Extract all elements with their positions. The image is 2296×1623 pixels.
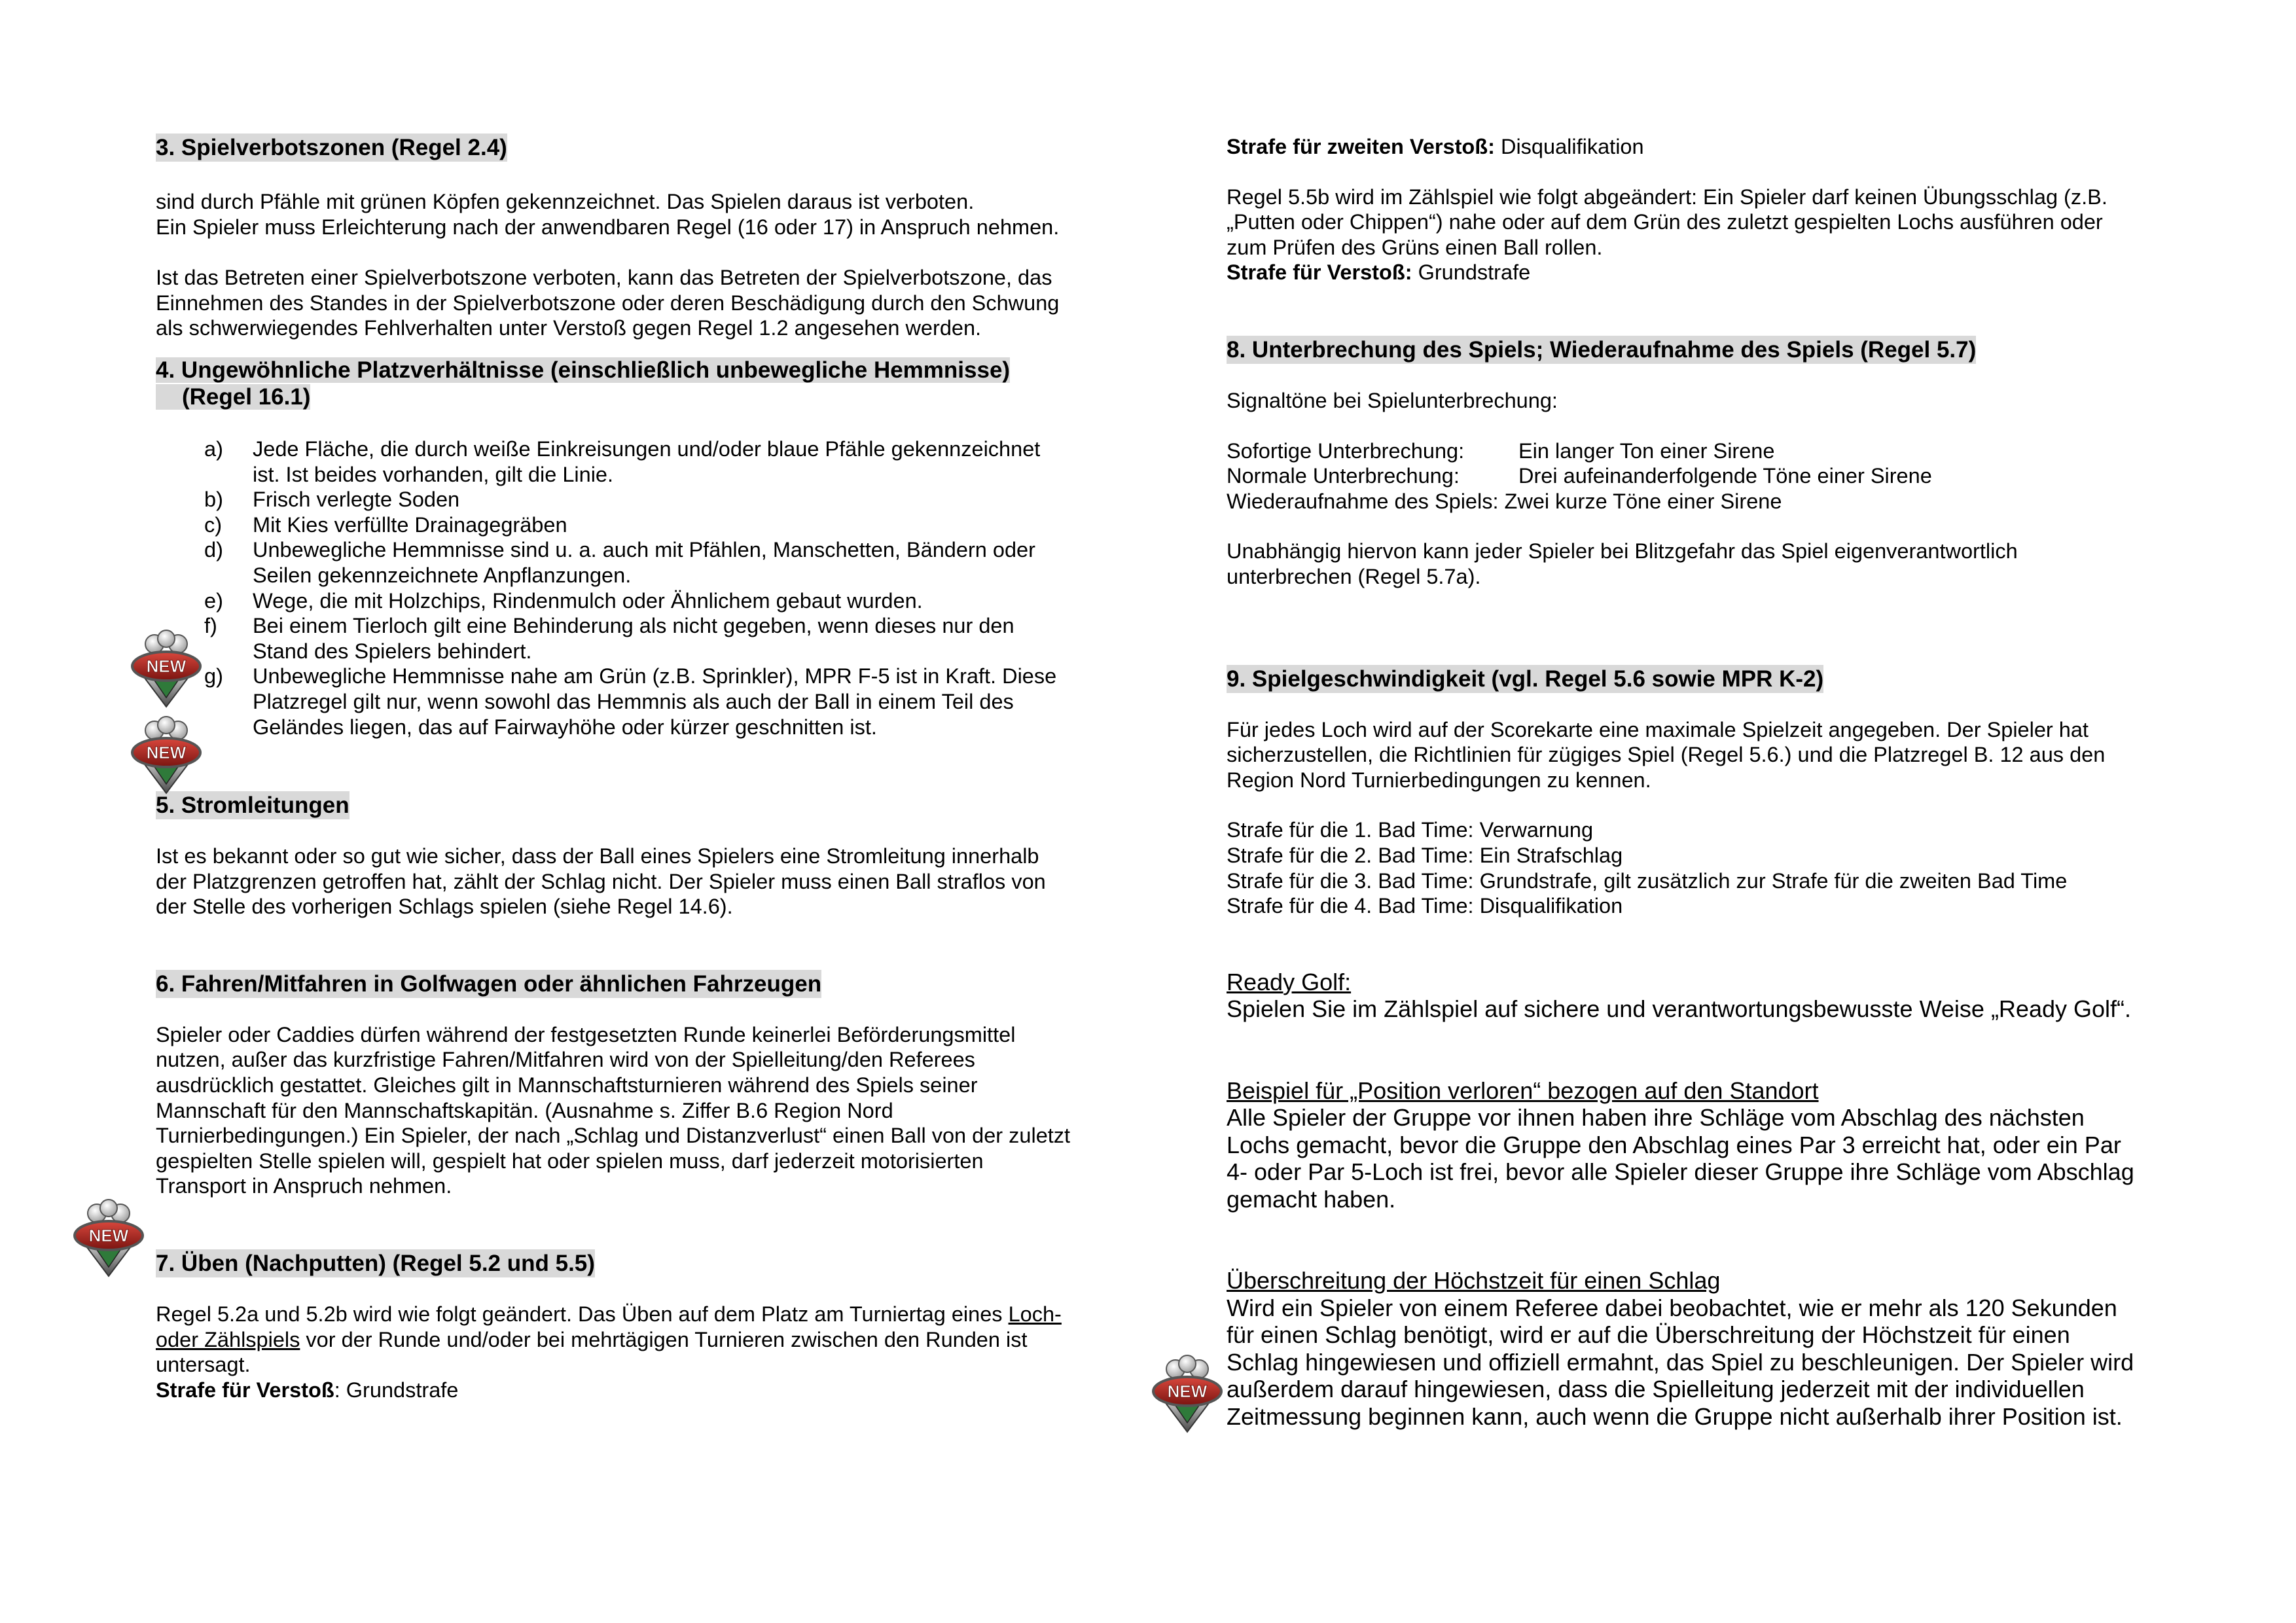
section-3-p3: Ist das Betreten einer Spielverbotszone verboten, kann das Betreten der Spielverbotszone, das Einnehmen des Standes in der Spielverbotszone oder deren Beschädigung durch den Schwung als schwerwiegendes Fehlverhalten unter Verstoß gegen Regel 1.2 angesehen werden. — [156, 266, 1060, 340]
section-8-p2: Unabhängig hiervon kann jeder Spieler bei Blitzgefahr das Spiel eigenverantwortlich unterbrechen (Regel 5.7a). — [1227, 539, 2018, 588]
section-7-penalty — [156, 1378, 1072, 1403]
list-text: Jede Fläche, die durch weiße Einkreisungen und/oder blaue Pfähle gekennzeichnet ist. Ist beides vorhanden, gilt die Linie. — [253, 437, 1041, 486]
signal-row — [1227, 463, 2143, 489]
section-4-heading-line2: (Regel 16.1) — [156, 384, 310, 410]
section-7-p1 — [156, 1302, 1072, 1378]
bad-time-list — [1227, 817, 2143, 918]
list-item — [156, 487, 1072, 512]
new-badge-icon — [130, 716, 203, 794]
left-column — [156, 134, 1072, 1402]
section-4-heading — [156, 357, 1072, 410]
section-7-p1-b: vor der Runde und/oder bei mehrtägigen Turnieren zwischen den Runden ist untersagt. — [156, 1327, 1028, 1377]
list-text: Unbewegliche Hemmnisse sind u. a. auch mit Pfählen, Manschetten, Bändern oder Seilen gekennzeichnete Anpflanzungen. — [253, 538, 1035, 587]
position-lost-text: Alle Spieler der Gruppe vor ihnen haben ihre Schläge vom Abschlag des nächsten Lochs gemacht, bevor die Gruppe den Abschlag eines Par 3 erreicht hat, oder ein Par 4- oder Par 5-Loch ist frei, bevor alle Spieler dieser Gruppe ihre Schläge vom Abschlag gemacht haben. — [1227, 1104, 2134, 1213]
penalty-value: Disqualifikation — [1494, 135, 1644, 158]
signal-key: Sofortige Unterbrechung: — [1227, 438, 1465, 463]
list-marker: c) — [204, 512, 223, 537]
section-6-p1: Spieler oder Caddies dürfen während der festgesetzten Runde keinerlei Beförderungsmittel nutzen, außer das kurzfristige Fahren/Mitfahren wird von der Spielleitung/den Referees ausdrücklich gestattet. Gleiches gilt in Mannschaftsturnieren während des Spiels seiner Mannschaft für den Mannschaftskapitän. (Ausnahme s. Ziffer B.6 Region Nord Turnierbedingungen.) Ein Spieler, der nach „Schlag und Distanzverlust“ einen Ball von der zuletzt gespielten Stelle spielen will, gespielt hat oder spielen muss, darf jederzeit motorisierten Transport in Anspruch nehmen. — [156, 1022, 1071, 1198]
penalty-value: Grundstrafe — [1412, 260, 1531, 285]
section-3-p2: Ein Spieler muss Erleichterung nach der anwendbaren Regel (16 oder 17) in Anspruch nehmen. — [156, 215, 1060, 239]
section-7-heading: 7. Üben (Nachputten) (Regel 5.2 und 5.5) — [156, 1251, 595, 1277]
list-item — [156, 613, 1072, 664]
section-7-p1-underlined: Loch- oder Zählspiels — [156, 1302, 1062, 1351]
list-item — [156, 512, 1072, 538]
list-item — [156, 537, 1072, 588]
section-7-penalty-2 — [1227, 260, 2143, 285]
signal-table — [1227, 438, 2143, 489]
penalty-label: Strafe für zweiten Verstoß: — [1227, 135, 1495, 158]
section-9-heading: 9. Spielgeschwindigkeit (vgl. Regel 5.6 sowie MPR K-2) — [1227, 666, 1824, 692]
penalty-value: : Grundstrafe — [334, 1378, 459, 1402]
list-marker: b) — [204, 488, 223, 512]
list-marker: e) — [204, 588, 223, 613]
new-badge-icon — [1151, 1355, 1224, 1433]
section-4-heading-line1: 4. Ungewöhnliche Platzverhältnisse (einschließlich unbewegliche Hemmnisse) — [156, 357, 1011, 383]
new-badge-icon — [130, 630, 203, 708]
signal-row — [1227, 438, 2143, 464]
section-8-heading: 8. Unterbrechung des Spiels; Wiederaufnahme des Spiels (Regel 5.7) — [1227, 336, 1977, 363]
position-lost-title: Beispiel für „Position verloren“ bezogen auf den Standort — [1227, 1077, 1819, 1104]
section-8-intro: Signaltöne bei Spielunterbrechung: — [1227, 388, 1558, 412]
penalty-label: Strafe für Verstoß: — [1227, 260, 1412, 285]
list-text: Wege, die mit Holzchips, Rindenmulch oder Ähnlichem gebaut wurden. — [253, 588, 923, 613]
list-marker: g) — [204, 664, 223, 688]
section-3-p1: sind durch Pfähle mit grünen Köpfen gekennzeichnet. Das Spielen daraus ist verboten. — [156, 190, 975, 213]
section-6-heading: 6. Fahren/Mitfahren in Golfwagen oder ähnlichen Fahrzeugen — [156, 971, 822, 997]
section-3-heading: 3. Spielverbotszonen (Regel 2.4) — [156, 135, 507, 160]
section-9-p1: Für jedes Loch wird auf der Scorekarte eine maximale Spielzeit angegeben. Der Spieler hat sicherzustellen, die Richtlinien für zügiges Spiel (Regel 5.6.) und die Platzregel B. 12 aus den Region Nord Turnierbedingungen zu kennen. — [1227, 717, 2106, 792]
new-badge-icon — [72, 1199, 145, 1277]
section-5-p1: Ist es bekannt oder so gut wie sicher, dass der Ball eines Spielers eine Stromleitung innerhalb der Platzgrenzen getroffen hat, zählt der Schlag nicht. Der Spieler muss einen Ball straflos von der Stelle des vorherigen Schlags spielen (siehe Regel 14.6). — [156, 844, 1046, 919]
section-8-resume: Wiederaufnahme des Spiels: Zwei kurze Töne einer Sirene — [1227, 489, 1782, 513]
section-4-list — [156, 437, 1072, 740]
bad-time-item: Strafe für die 3. Bad Time: Grundstrafe, gilt zusätzlich zur Strafe für die zweiten Bad Time — [1227, 868, 2068, 893]
list-marker: f) — [204, 614, 217, 638]
max-time-title: Überschreitung der Höchstzeit für einen Schlag — [1227, 1267, 1721, 1294]
list-marker: a) — [204, 437, 223, 461]
section-7-second-penalty — [1227, 134, 2143, 160]
list-text: Bei einem Tierloch gilt eine Behinderung als nicht gegeben, wenn dieses nur den Stand des Spielers behindert. — [253, 614, 1014, 663]
list-item — [156, 664, 1072, 740]
penalty-label: Strafe für Verstoß — [156, 1378, 334, 1402]
ready-golf-title: Ready Golf: — [1227, 968, 1352, 995]
list-marker: d) — [204, 538, 223, 562]
right-column — [1227, 134, 2143, 1430]
list-text: Unbewegliche Hemmnisse nahe am Grün (z.B. Sprinkler), MPR F-5 ist in Kraft. Diese Platzregel gilt nur, wenn sowohl das Hemmnis als auch der Ball in einem Teil des Geländes liegen, das auf Fairwayhöhe oder kürzer geschnitten ist. — [253, 664, 1057, 739]
list-text: Frisch verlegte Soden — [253, 488, 460, 512]
signal-value: Ein langer Ton einer Sirene — [1518, 438, 1775, 463]
bad-time-item: Strafe für die 4. Bad Time: Disqualifikation — [1227, 894, 1623, 918]
section-7-rule-55b: Regel 5.5b wird im Zählspiel wie folgt abgeändert: Ein Spieler darf keinen Übungsschlag (z.B. „Putten oder Chippen“) nahe oder auf dem Grün des zuletzt gespielten Lochs ausführen oder zum Prüfen des Grüns einen Ball rollen. — [1227, 185, 2108, 259]
list-item — [156, 588, 1072, 614]
section-7-p1-a: Regel 5.2a und 5.2b wird wie folgt geändert. Das Üben auf dem Platz am Turniertag eines — [156, 1302, 1009, 1327]
ready-golf-text: Spielen Sie im Zählspiel auf sichere und verantwortungsbewusste Weise „Ready Golf“. — [1227, 995, 2132, 1023]
bad-time-item: Strafe für die 1. Bad Time: Verwarnung — [1227, 818, 1594, 842]
max-time-text: Wird ein Spieler von einem Referee dabei beobachtet, wie er mehr als 120 Sekunden für einen Schlag benötigt, wird er auf die Überschreitung der Höchstzeit für einen Schlag hingewiesen und offiziell ermahnt, das Spiel zu beschleunigen. Der Spieler wird außerdem darauf hingewiesen, dass die Spielleitung jederzeit mit der individuellen Zeitmessung beginnen kann, auch wenn die Gruppe nicht außerhalb ihrer Position ist. — [1227, 1294, 2134, 1430]
signal-key: Normale Unterbrechung: — [1227, 464, 1460, 488]
section-5-heading: 5. Stromleitungen — [156, 793, 350, 819]
list-item — [156, 437, 1072, 487]
signal-value: Drei aufeinanderfolgende Töne einer Sirene — [1518, 464, 1932, 488]
bad-time-item: Strafe für die 2. Bad Time: Ein Strafschlag — [1227, 843, 1623, 867]
list-text: Mit Kies verfüllte Drainagegräben — [253, 512, 567, 537]
